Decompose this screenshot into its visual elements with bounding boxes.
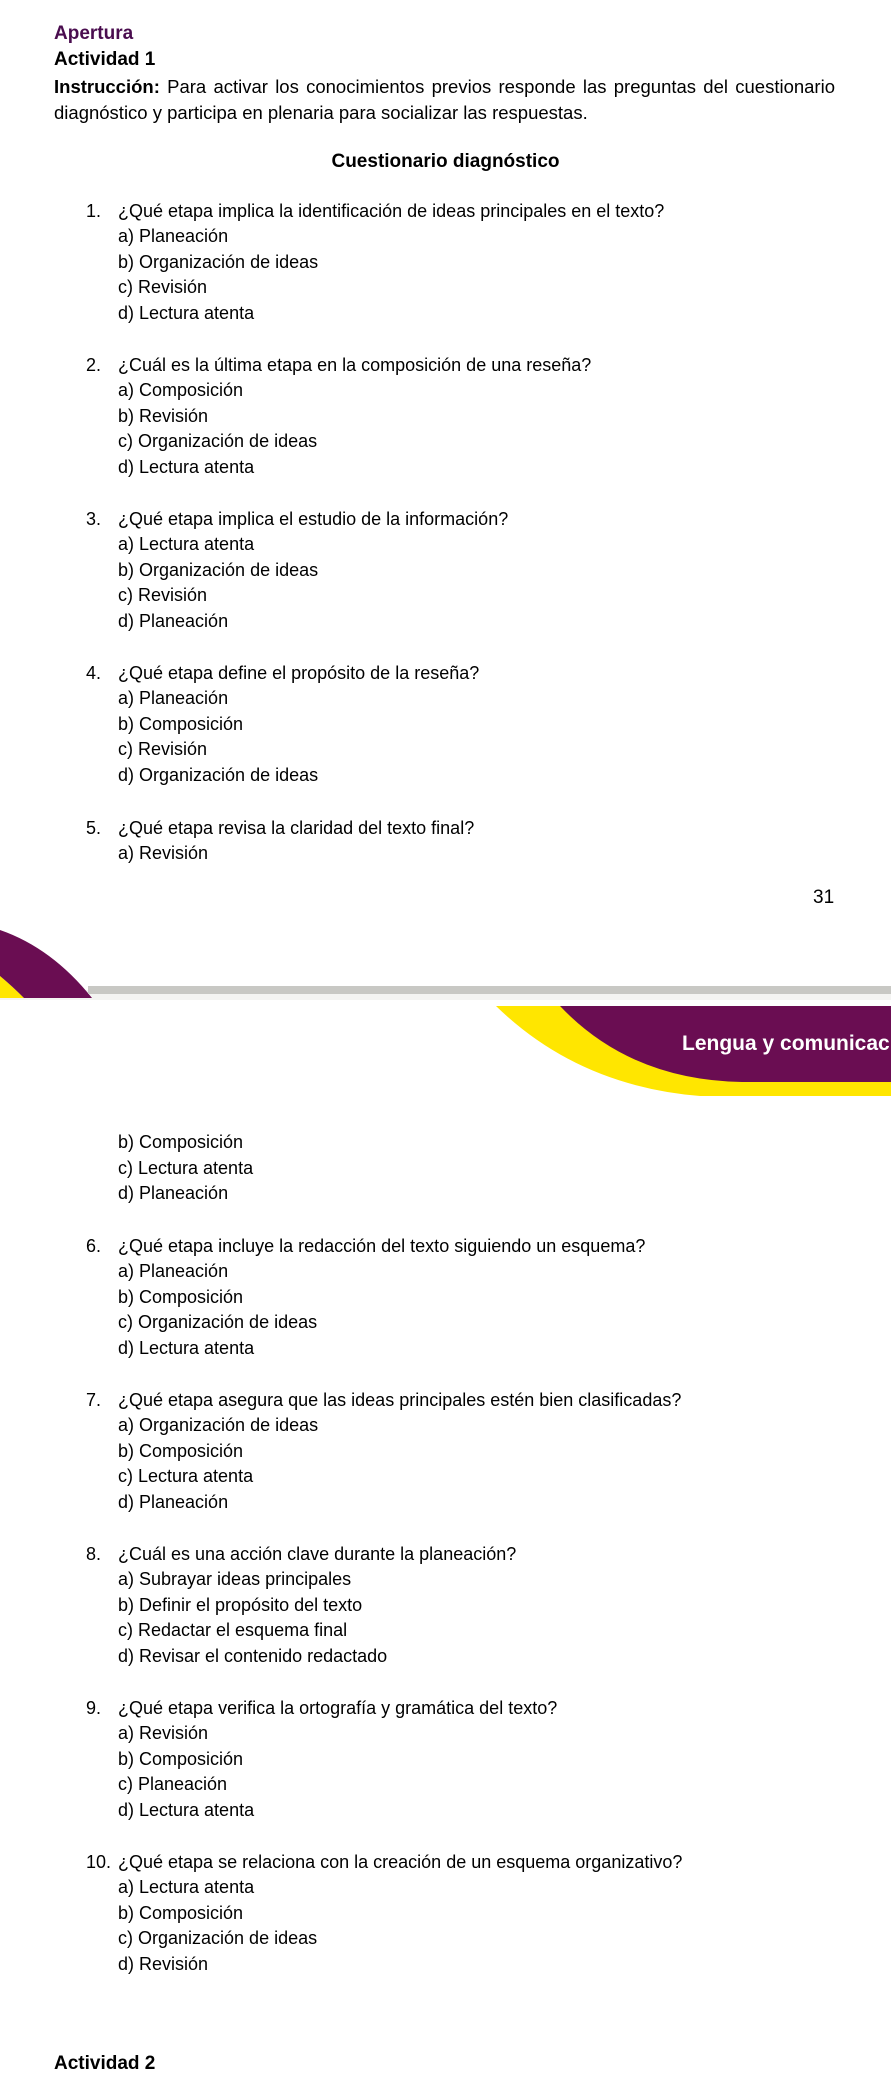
gray-divider-line xyxy=(88,986,891,994)
question-10 xyxy=(86,1849,846,1977)
question-number: 5. xyxy=(86,818,102,838)
question-5 xyxy=(86,815,846,867)
section-heading: Apertura xyxy=(54,23,134,44)
option-b: b) Composición xyxy=(118,1748,244,1769)
question-number: 6. xyxy=(86,1236,102,1256)
option-a: a) Composición xyxy=(118,380,244,400)
option-b: b) Revisión xyxy=(118,405,209,426)
page-break-decoration xyxy=(0,920,891,1100)
option-b: b) Composición xyxy=(118,1132,244,1152)
question-6 xyxy=(86,1233,846,1361)
option-b: b) Composición xyxy=(118,713,244,734)
option-b: b) Composición xyxy=(118,1902,244,1923)
purple-corner-swoosh xyxy=(0,930,92,998)
question-text: ¿Qué etapa implica el estudio de la información? xyxy=(118,509,509,529)
question-text: ¿Qué etapa asegura que las ideas principales estén bien clasificadas? xyxy=(118,1390,682,1410)
option-b: b) Organización de ideas xyxy=(118,251,319,272)
question-text: ¿Qué etapa define el propósito de la reseña? xyxy=(118,663,480,683)
question-4 xyxy=(86,660,846,788)
option-a: a) Lectura atenta xyxy=(118,534,255,554)
option-b: b) Composición xyxy=(118,1440,244,1461)
option-d: d) Planeación xyxy=(118,1491,229,1512)
question-3 xyxy=(86,506,846,634)
option-c: c) Revisión xyxy=(118,585,208,606)
instruction-text: Para activar los conocimientos previos responde las preguntas del cuestionario diagnóstico y participa en plenaria para socializar las respuestas. xyxy=(54,76,835,123)
question-number: 1. xyxy=(86,201,102,221)
option-a: a) Subrayar ideas principales xyxy=(118,1569,352,1589)
option-a: a) Revisión xyxy=(118,843,209,863)
option-a: a) Revisión xyxy=(118,1723,209,1743)
question-text: ¿Qué etapa se relaciona con la creación de un esquema organizativo? xyxy=(118,1852,683,1872)
option-d: d) Revisar el contenido redactado xyxy=(118,1645,388,1666)
option-a: a) Organización de ideas xyxy=(118,1415,319,1435)
option-c: c) Lectura atenta xyxy=(118,1466,254,1487)
subject-banner-label: Lengua y comunicac xyxy=(682,1032,890,1055)
question-1 xyxy=(86,198,846,326)
option-d: d) Lectura atenta xyxy=(118,1337,255,1358)
option-c: c) Organización de ideas xyxy=(118,1312,318,1333)
option-c: c) Revisión xyxy=(118,277,208,298)
option-a: a) Lectura atenta xyxy=(118,1877,255,1897)
question-number: 9. xyxy=(86,1698,102,1718)
question-8 xyxy=(86,1541,846,1669)
question-number: 3. xyxy=(86,509,102,529)
option-a: a) Planeación xyxy=(118,226,229,246)
option-b: b) Composición xyxy=(118,1286,244,1307)
page-number: 31 xyxy=(813,887,835,908)
question-number: 4. xyxy=(86,663,102,683)
option-d: d) Lectura atenta xyxy=(118,1799,255,1820)
question-text: ¿Qué etapa implica la identificación de ideas principales en el texto? xyxy=(118,201,665,221)
option-d: d) Planeación xyxy=(118,610,229,631)
option-b: b) Definir el propósito del texto xyxy=(118,1594,363,1615)
option-d: d) Lectura atenta xyxy=(118,456,255,477)
question-text: ¿Qué etapa incluye la redacción del texto siguiendo un esquema? xyxy=(118,1236,646,1256)
instruction-paragraph xyxy=(54,74,835,126)
activity-heading: Actividad 1 xyxy=(54,49,156,70)
question-number: 2. xyxy=(86,355,102,375)
option-a: a) Planeación xyxy=(118,1261,229,1281)
question-text: ¿Qué etapa verifica la ortografía y gramática del texto? xyxy=(118,1698,558,1718)
question-number: 7. xyxy=(86,1390,102,1410)
option-c: c) Planeación xyxy=(118,1774,228,1795)
question-2 xyxy=(86,352,846,480)
option-c: c) Revisión xyxy=(118,739,208,760)
option-d: d) Organización de ideas xyxy=(118,764,319,785)
option-a: a) Planeación xyxy=(118,688,229,708)
question-text: ¿Cuál es la última etapa en la composición de una reseña? xyxy=(118,355,592,375)
option-d: d) Revisión xyxy=(118,1953,209,1974)
activity-2-heading: Actividad 2 xyxy=(54,2053,156,2074)
question-number: 10. xyxy=(86,1852,112,1872)
question-5-continued xyxy=(86,1130,846,1207)
option-c: c) Redactar el esquema final xyxy=(118,1620,348,1641)
question-text: ¿Qué etapa revisa la claridad del texto final? xyxy=(118,818,475,838)
quiz-title: Cuestionario diagnóstico xyxy=(331,151,560,172)
instruction-label: Instrucción: xyxy=(54,76,160,97)
option-b: b) Organización de ideas xyxy=(118,559,319,580)
option-c: c) Lectura atenta xyxy=(118,1157,254,1178)
question-text: ¿Cuál es una acción clave durante la planeación? xyxy=(118,1544,517,1564)
option-d: d) Planeación xyxy=(118,1183,229,1204)
option-c: c) Organización de ideas xyxy=(118,431,318,452)
option-d: d) Lectura atenta xyxy=(118,302,255,323)
question-9 xyxy=(86,1695,846,1823)
question-7 xyxy=(86,1387,846,1515)
option-c: c) Organización de ideas xyxy=(118,1928,318,1949)
question-number: 8. xyxy=(86,1544,102,1564)
